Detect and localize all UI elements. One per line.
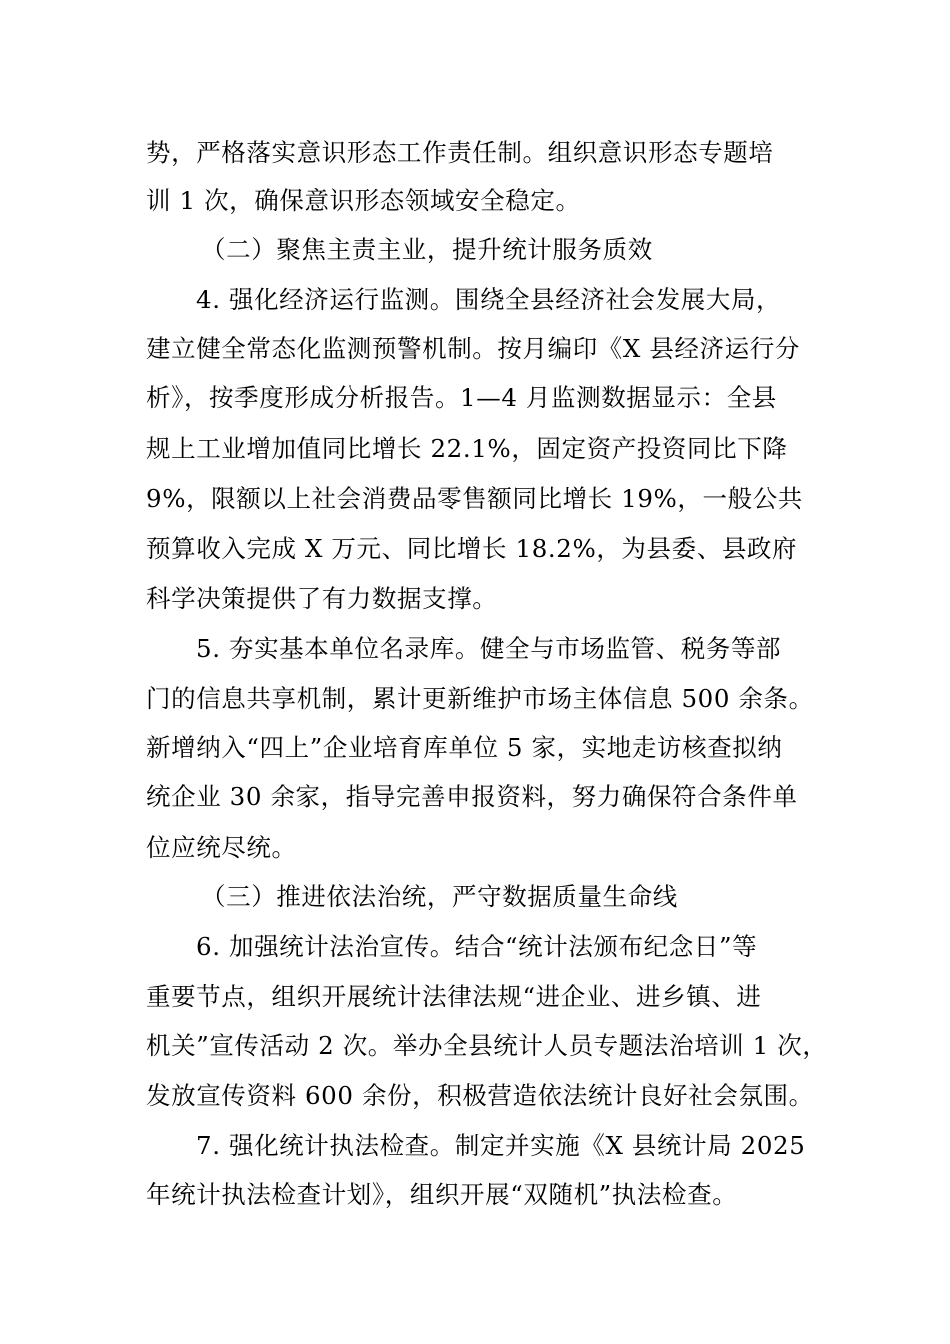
- body-text-line: 势，严格落实意识形态工作责任制。组织意识形态专题培: [146, 138, 774, 167]
- body-text-line: 门的信息共享机制，累计更新维护市场主体信息 500 余条。: [146, 684, 814, 713]
- body-text-line: 训 1 次，确保意识形态领域安全稳定。: [146, 186, 581, 215]
- body-text-line: 预算收入完成 X 万元、同比增长 18.2%，为县委、县政府: [146, 534, 798, 563]
- body-text-line: 建立健全常态化监测预警机制。按月编印《X 县经济运行分: [146, 334, 800, 363]
- body-text-line: 位应统尽统。: [146, 833, 297, 862]
- body-text-line: 发放宣传资料 600 余份，积极营造依法统计良好社会氛围。: [146, 1081, 814, 1110]
- section-heading: （二）聚焦主责主业，提升统计服务质效: [201, 235, 653, 264]
- paragraph-first-line: 5. 夯实基本单位名录库。健全与市场监管、税务等部: [196, 634, 782, 663]
- body-text-line: 规上工业增加值同比增长 22.1%，固定资产投资同比下降: [146, 434, 788, 463]
- body-text-line: 年统计执法检查计划》，组织开展“双随机”执法检查。: [146, 1180, 738, 1209]
- section-heading: （三）推进依法治统，严守数据质量生命线: [201, 882, 678, 911]
- body-text-line: 统企业 30 余家，指导完善申报资料，努力确保符合条件单: [146, 782, 798, 811]
- paragraph-first-line: 7. 强化统计执法检查。制定并实施《X 县统计局 2025: [196, 1131, 806, 1160]
- body-text-line: 重要节点，组织开展统计法律法规“进企业、进乡镇、进: [146, 982, 762, 1011]
- body-text-line: 析》，按季度形成分析报告。1—4 月监测数据显示：全县: [146, 383, 777, 412]
- body-text-line: 科学决策提供了有力数据支撑。: [146, 584, 498, 613]
- body-text-line: 机关”宣传活动 2 次。举办全县统计人员专题法治培训 1 次，: [146, 1031, 828, 1060]
- body-text-line: 9%，限额以上社会消费品零售额同比增长 19%，一般公共: [146, 484, 803, 513]
- paragraph-first-line: 4. 强化经济运行监测。围绕全县经济社会发展大局，: [196, 285, 782, 314]
- body-text-line: 新增纳入“四上”企业培育库单位 5 家，实地走访核查拟纳: [146, 733, 783, 762]
- paragraph-first-line: 6. 加强统计法治宣传。结合“统计法颁布纪念日”等: [196, 932, 758, 961]
